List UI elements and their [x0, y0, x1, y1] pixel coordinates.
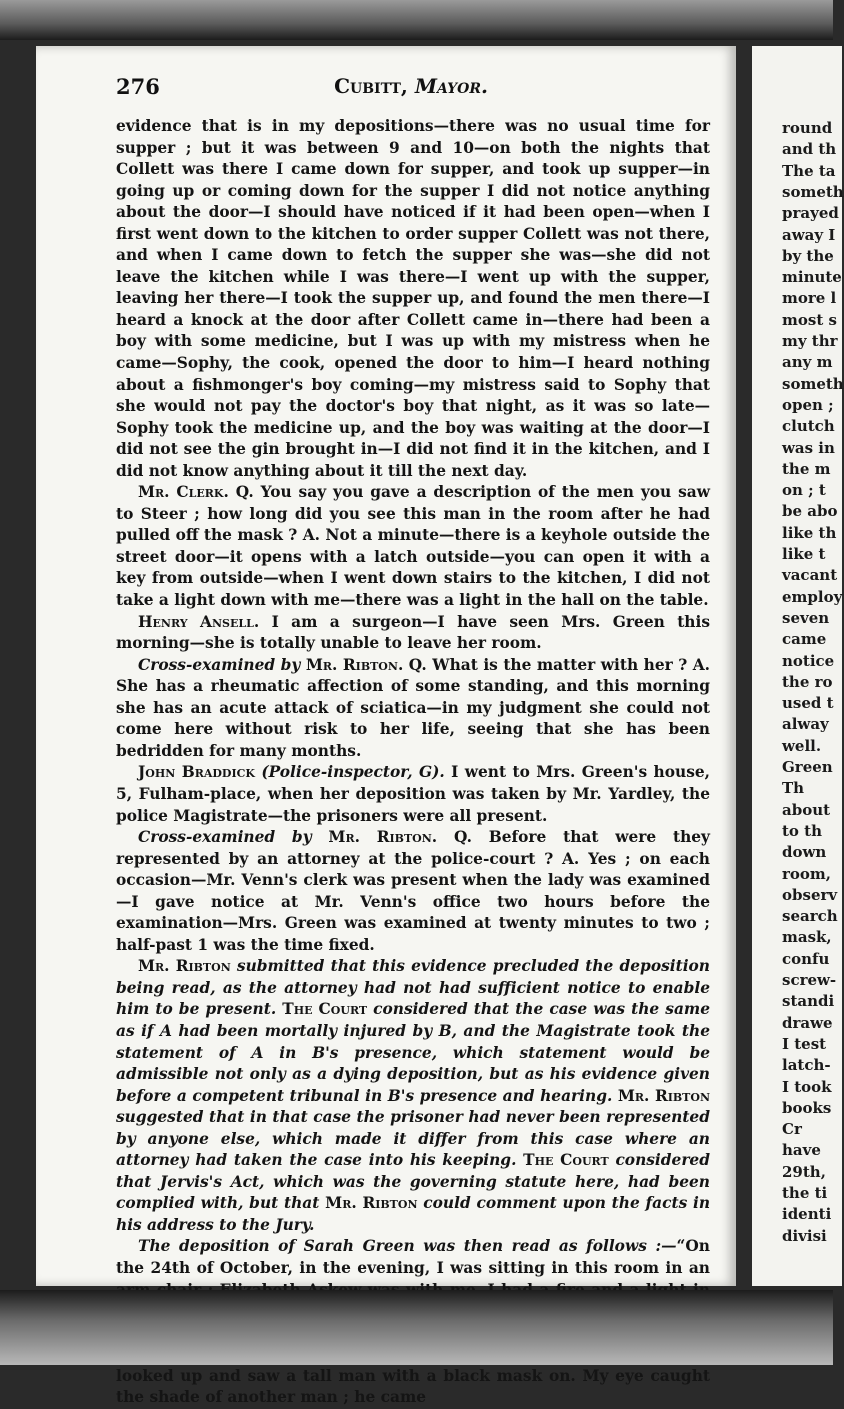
- counsel-name: Mr. Ribton.: [328, 828, 438, 847]
- facing-page-line: came: [782, 630, 827, 649]
- body-text: [116, 116, 710, 1409]
- running-head-title: Mayor.: [414, 74, 488, 98]
- facing-page-line: observ: [782, 885, 838, 904]
- facing-page-line: away I: [782, 225, 836, 244]
- facing-page-line: my thr: [782, 332, 838, 350]
- facing-page-line: Th: [782, 779, 805, 798]
- facing-page-line: more l: [782, 289, 837, 308]
- witness-name: John Braddick: [138, 763, 255, 782]
- facing-page-line: well.: [782, 736, 822, 755]
- book-page: [36, 46, 736, 1407]
- facing-page-line: be abo: [782, 502, 838, 521]
- paragraph-braddick: John Braddick (Police-inspector, G). I went to Mrs. Green's house, 5, Fulham-place, when her deposition was taken by Mr. Yardley, the police Magistrate—the prisoners were all present.: [116, 763, 711, 825]
- scan-border-bottom: [0, 1290, 833, 1365]
- facing-page-line: like t: [782, 545, 826, 563]
- facing-page-line: by the: [782, 246, 834, 265]
- facing-page-line: identi: [782, 1205, 832, 1224]
- facing-page-line: notice: [782, 651, 835, 670]
- running-head-name: Cubitt,: [334, 74, 408, 98]
- facing-page-line: vacant: [782, 566, 838, 585]
- page-number: 276: [116, 74, 160, 99]
- paragraph-ansell: Henry Ansell. I am a surgeon—I have seen Mrs. Green this morning—she is totally unable to leave her room.: [116, 612, 710, 653]
- facing-page-line: employ: [782, 587, 843, 606]
- facing-page-line: down: [782, 843, 827, 862]
- facing-page-line: any m: [782, 353, 833, 372]
- running-head: [116, 74, 706, 98]
- witness-role: (Police-inspector, G).: [261, 763, 445, 782]
- scan-border-top: [0, 0, 833, 40]
- facing-page-line: I took: [782, 1077, 832, 1096]
- facing-page-line: to th: [782, 821, 822, 840]
- facing-page-line: latch-: [782, 1056, 831, 1075]
- facing-page-line: The ta: [782, 161, 836, 180]
- facing-page-line: seven: [782, 608, 830, 627]
- facing-page-line: round: [782, 119, 833, 137]
- facing-page-line: standi: [782, 992, 835, 1011]
- facing-page-line: I test: [782, 1034, 827, 1053]
- paragraph-deposition: The deposition of Sarah Green was then read as follows :—“On the 24th of October, in the evening, I was sitting in this room in an looked up and saw a tall man with a black mask on. My eye caught the shade of another man ; he came: [116, 1237, 710, 1407]
- facing-page-line: books: [782, 1098, 832, 1117]
- facing-page-line: someth: [782, 182, 844, 201]
- speaker-name: Mr. Clerk.: [138, 483, 229, 502]
- facing-page-line: alway: [782, 715, 829, 734]
- paragraph-cross-exam-ansell: Cross-examined by Mr. Ribton. Q. What is the matter with her ? A. She has a rheumatic affection of some standing, and this morning she has an acute attack of sciatica—in my judgment she could not come here without risk to her life, seeing that she has been bedridden for many months.: [116, 655, 711, 760]
- facing-page-line: confu: [782, 949, 830, 968]
- counsel-name: Mr. Ribton.: [305, 655, 404, 674]
- facing-page-line: Green: [782, 758, 833, 776]
- paragraph-legal-argument: Mr. Ribton submitted that this evidence precluded the deposition being read, as the attorney had not had sufficient notice to enable him to be present. The Court considered that the case was the same as if A had been mortally injured by B, and the Magistrate took the statement of A in B's presence, which statement would be admissible not only as a dying deposition, but as his evidence given before a competent tribunal in B's presence and hearing. Mr. Ribton suggested that in that case the prisoner had never been represented by anyone else, which made it differ from this case where an attorney had taken the case into his keeping. The Court considered that Jervis's Act, which was the governing statute here, had been complied with, but that Mr. Ribton could comment upon the facts in his address to the Jury.: [116, 957, 711, 1234]
- paragraph-cross-exam-braddick: Cross-examined by Mr. Ribton. Q. Before that were they represented by an attorney at the police-court ? A. Yes ; on each occasion—Mr. Venn's clerk was present when the lady was examined—I gave notice at Mr. Venn's office two hours before the examination—Mrs. Green was examined at twenty minutes to two ; half-past 1 was the time fixed.: [116, 828, 710, 954]
- facing-page-line: minute: [782, 268, 842, 287]
- facing-page-line: screw-: [782, 971, 837, 989]
- facing-page-line: most s: [782, 310, 837, 329]
- paragraph-testimony-continued: evidence that is in my depositions—there was no usual time for supper ; but it was between 9 and 10—on both the nights that Collett was there I came down for supper, and took up supper—in going up or coming down for the supper I did not notice anything about the door—I should have noticed if it had been open—when I first went down to the kitchen to order supper Collett was not there, and when I came down to fetch the supper she was—she did not leave the kitchen while I was there—I went up with the supper, leaving her there—I took the supper up, and found the men there—I heard a knock at the door after Collett came in—there had been a boy with some medicine, but I was up with my mistress when he came—Sophy, the cook, opened the door to him—I heard nothing about a fishmonger's boy coming—my mistress said to Sophy that she would not pay the doctor's boy that night, as it was so late—Sophy took the medicine up, and the boy was waiting at the door—I did not see the gin brought in—I did not find it in the kitchen, and I did not know anything about it till the next day.: [116, 117, 710, 480]
- facing-page-line: about: [782, 800, 831, 819]
- facing-page-line: prayed: [782, 204, 839, 223]
- facing-page-line: and th: [782, 140, 837, 159]
- page-header: [116, 74, 706, 104]
- facing-page-line: have: [782, 1141, 821, 1160]
- facing-page-line: Cr: [782, 1120, 802, 1139]
- facing-page-line: was in: [782, 438, 835, 457]
- paragraph-clerk-question: Mr. Clerk. Q. You say you gave a description of the men you saw to Steer ; how long did you see this man in the room after he had pulled off the mask ? A. Not a minute—there is a keyhole outside the street door—it opens with a latch outside—you can open it with a key from outside—when I went down stairs to the kitchen, I did not take a light down with me—there was a light in the hall on the table.: [116, 483, 711, 610]
- facing-page-line: used t: [782, 694, 834, 713]
- facing-page-line: search: [782, 907, 838, 926]
- facing-page-line: mask,: [782, 928, 832, 947]
- facing-page-line: the ti: [782, 1184, 828, 1202]
- facing-page-line: drawe: [782, 1013, 833, 1032]
- witness-name: Henry Ansell.: [138, 612, 260, 631]
- facing-page-line: open ;: [782, 395, 834, 414]
- facing-page-line: room,: [782, 864, 832, 883]
- facing-page-line: divisi: [782, 1226, 827, 1245]
- facing-page-line: the ro: [782, 672, 833, 691]
- facing-page-line: on ; t: [782, 481, 826, 500]
- facing-page-line: someth: [782, 374, 844, 393]
- facing-page-line: the m: [782, 459, 831, 478]
- facing-page-line: clutch: [782, 417, 835, 436]
- facing-page-line: 29th,: [782, 1162, 826, 1181]
- facing-page-line: like th: [782, 523, 837, 542]
- facing-page: [752, 46, 842, 1286]
